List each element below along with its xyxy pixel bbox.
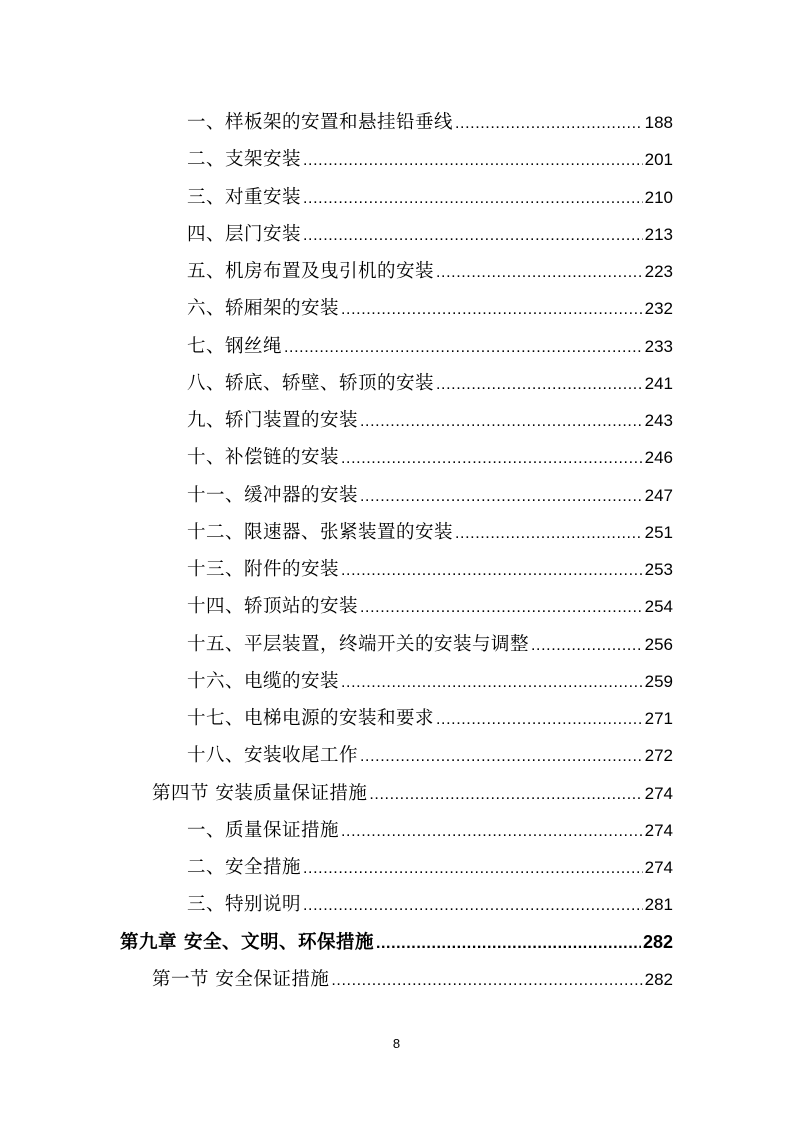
toc-entry-label: 八、轿底、轿壁、轿顶的安装	[187, 372, 435, 394]
toc-dot-leader	[341, 823, 643, 841]
toc-page-number: 274	[644, 820, 673, 840]
toc-page-number: 281	[644, 895, 673, 915]
toc-dot-leader	[455, 525, 643, 543]
toc-subsection-entry[interactable]	[0, 175, 793, 212]
toc-subsection-entry[interactable]	[0, 808, 793, 845]
toc-entry-label: 第九章 安全、文明、环保措施	[120, 931, 374, 953]
table-of-contents	[0, 100, 793, 994]
toc-dot-leader	[360, 413, 643, 431]
toc-page-number: 241	[644, 373, 673, 393]
toc-subsection-entry[interactable]	[0, 286, 793, 323]
toc-subsection-entry[interactable]	[0, 324, 793, 361]
toc-dot-leader	[360, 748, 643, 766]
toc-dot-leader	[360, 599, 643, 617]
toc-subsection-entry[interactable]	[0, 473, 793, 510]
page-number: 8	[392, 1036, 401, 1051]
toc-subsection-entry[interactable]	[0, 845, 793, 882]
toc-page-number: 201	[644, 150, 673, 170]
toc-page-number: 232	[644, 299, 673, 319]
toc-page-number: 274	[644, 858, 673, 877]
toc-dot-leader	[331, 972, 642, 990]
toc-subsection-entry[interactable]	[0, 212, 793, 249]
toc-subsection-entry[interactable]	[0, 361, 793, 398]
toc-page-number: 188	[644, 113, 673, 132]
toc-entry-label: 九、轿门装置的安装	[187, 410, 359, 431]
toc-entry-label: 三、对重安装	[187, 186, 302, 208]
toc-section-entry[interactable]	[0, 771, 793, 808]
toc-dot-leader	[303, 152, 643, 170]
toc-entry-label: 二、安全措施	[187, 857, 302, 878]
toc-dot-leader	[436, 264, 643, 282]
toc-entry-label: 三、特别说明	[187, 894, 302, 916]
toc-entry-label: 六、轿厢架的安装	[187, 298, 340, 320]
toc-subsection-entry[interactable]	[0, 547, 793, 584]
toc-entry-label: 一、质量保证措施	[187, 819, 340, 841]
toc-section-entry[interactable]	[0, 957, 793, 994]
toc-entry-label: 十六、电缆的安装	[187, 670, 340, 692]
toc-entry-label: 第四节 安装质量保证措施	[152, 782, 368, 804]
toc-page-number: 256	[644, 634, 673, 654]
toc-subsection-entry[interactable]	[0, 435, 793, 472]
toc-subsection-entry[interactable]	[0, 622, 793, 659]
toc-page-number: 246	[644, 448, 673, 468]
toc-dot-leader	[303, 190, 643, 208]
toc-page-number: 271	[644, 709, 673, 728]
toc-dot-leader	[360, 488, 643, 506]
toc-entry-label: 十八、安装收尾工作	[187, 745, 359, 767]
toc-entry-label: 二、支架安装	[187, 149, 302, 171]
toc-dot-leader	[436, 711, 643, 729]
toc-subsection-entry[interactable]	[0, 137, 793, 174]
toc-entry-label: 五、机房布置及曳引机的安装	[187, 261, 435, 282]
toc-entry-label: 十二、限速器、张紧装置的安装	[187, 521, 454, 543]
toc-page-number: 282	[644, 969, 673, 989]
toc-entry-label: 十一、缓冲器的安装	[187, 484, 359, 506]
toc-dot-leader	[369, 786, 642, 804]
toc-subsection-entry[interactable]	[0, 659, 793, 696]
toc-dot-leader	[455, 115, 643, 133]
toc-entry-label: 第一节 安全保证措施	[152, 968, 330, 990]
toc-page-number: 272	[644, 746, 673, 766]
toc-dot-leader	[303, 897, 643, 915]
toc-dot-leader	[284, 339, 643, 357]
toc-subsection-entry[interactable]	[0, 584, 793, 621]
toc-subsection-entry[interactable]	[0, 696, 793, 733]
toc-page-number: 247	[644, 485, 673, 505]
toc-page-number: 233	[644, 336, 673, 356]
toc-dot-leader	[341, 562, 643, 580]
toc-entry-label: 十、补偿链的安装	[187, 447, 340, 469]
toc-entry-label: 一、样板架的安置和悬挂铅垂线	[187, 112, 454, 133]
toc-dot-leader	[303, 227, 643, 245]
toc-page-number: 282	[642, 931, 673, 952]
toc-page-number: 210	[644, 187, 673, 207]
toc-dot-leader	[303, 860, 643, 878]
toc-entry-label: 十三、附件的安装	[187, 559, 340, 580]
toc-subsection-entry[interactable]	[0, 733, 793, 770]
toc-subsection-entry[interactable]	[0, 398, 793, 435]
toc-subsection-entry[interactable]	[0, 510, 793, 547]
toc-dot-leader	[531, 637, 643, 655]
toc-dot-leader	[341, 450, 643, 468]
toc-page-number: 213	[644, 224, 673, 244]
toc-page-number: 243	[644, 411, 673, 430]
toc-subsection-entry[interactable]	[0, 249, 793, 286]
toc-subsection-entry[interactable]	[0, 882, 793, 919]
toc-entry-label: 七、钢丝绳	[187, 335, 283, 357]
toc-page-number: 253	[644, 560, 673, 579]
toc-dot-leader	[376, 935, 641, 953]
toc-dot-leader	[341, 674, 643, 692]
toc-page-number: 251	[644, 522, 673, 542]
toc-chapter-entry[interactable]	[0, 920, 793, 957]
toc-dot-leader	[436, 376, 643, 394]
toc-entry-label: 十七、电梯电源的安装和要求	[187, 708, 435, 729]
toc-entry-label: 十五、平层装置，终端开关的安装与调整	[187, 633, 530, 655]
toc-entry-label: 十四、轿顶站的安装	[187, 596, 359, 618]
toc-page-number: 223	[644, 262, 673, 281]
toc-entry-label: 四、层门安装	[187, 223, 302, 245]
toc-dot-leader	[341, 301, 643, 319]
toc-page-number: 259	[644, 671, 673, 691]
toc-subsection-entry[interactable]	[0, 100, 793, 137]
toc-page-number: 254	[644, 597, 673, 617]
toc-page-number: 274	[644, 783, 673, 803]
